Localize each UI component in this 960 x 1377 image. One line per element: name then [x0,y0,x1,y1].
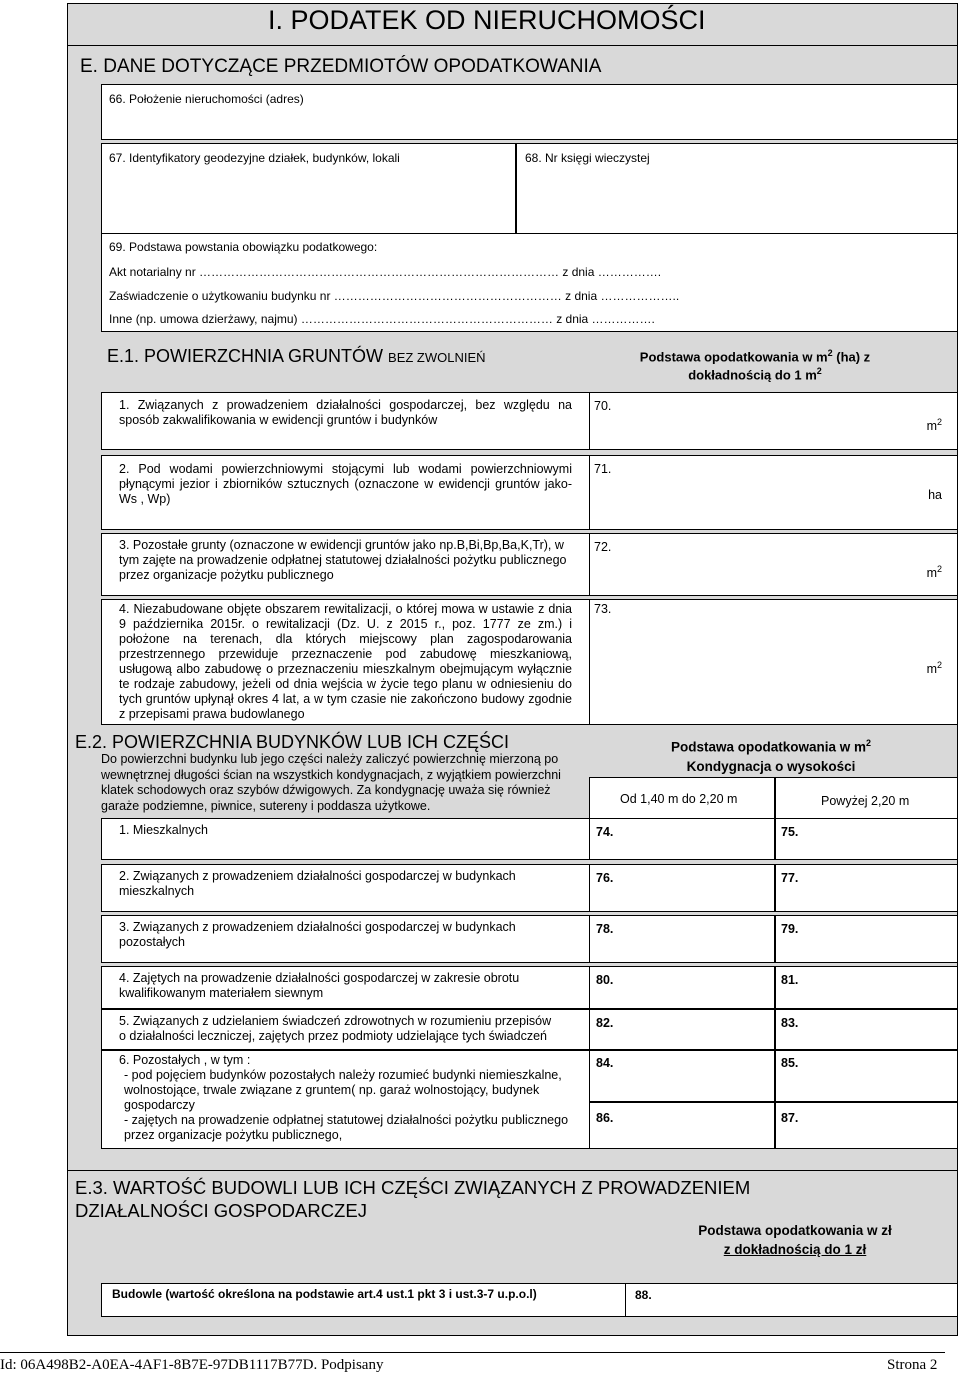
field-75[interactable] [775,818,958,860]
field-82[interactable] [589,1009,775,1050]
grunty-row-4-text: 4. Niezabudowane objęte obszarem rewitalizacji, o której mowa w ustawie z dnia 9 października 2015r. o rewitalizacji (Dz. U. z 2015 r., poz. 1777 ze zm.) i położone na terenach, dla których miejscowy plan zagospodarowania przestrzennego przewiduje przeznaczenie pod zabudowę mieszkaniową, usługową albo zabudowę o przeznaczeniu mieszkalnym obejmującym wyłącznie te rodzaje zabudowy, jeżeli od dnia wejścia w życie tego planu w odniesieniu do tych gruntów upłynął okres 4 lat, a w tym czasie nie zakończono budowy zgodnie z przepisami prawa budowlanego [119,602,572,721]
e3-basis-header: Podstawa opodatkowania w zł z dokładnością do 1 zł [698,1223,892,1257]
field-70-unit: $m^2$ [926,417,942,434]
field-72-label: 72. [594,540,612,554]
field-67-label: 67. Identyfikatory geodezyjne działek, budynków, lokali [109,151,400,165]
field-81[interactable] [775,966,958,1009]
field-69-tax-basis[interactable] [101,233,958,332]
field-76-label: 76. [596,871,614,885]
field-77-label: 77. [781,871,799,885]
e1-basis-header: Podstawa opodatkowania w $m^2$ (ha) z dokładnością do 1 $m^2$ [639,348,871,383]
e2-basis-header: Podstawa opodatkowania w $m^2$ Kondygnacja o wysokości [670,738,872,774]
field-76[interactable] [589,864,775,912]
field-80-label: 80. [596,973,614,987]
field-79-label: 79. [781,922,799,936]
budynki-row-2-text: 2. Związanych z prowadzeniem działalności gospodarczej w budynkach mieszkalnych [119,869,516,898]
field-88[interactable]: 88. [625,1283,958,1317]
field-69-notarial-act: Akt notarialny nr ……………………………………………………………………………… z dnia ……………. [109,265,662,279]
field-73[interactable] [589,599,958,725]
field-85[interactable]: 85. [775,1050,958,1102]
field-71-label: 71. [594,462,612,476]
section-e-title: E. DANE DOTYCZĄCE PRZEDMIOTÓW OPODATKOWANIA [80,56,602,77]
field-71[interactable] [589,455,958,530]
field-69-other: Inne (np. umowa dzierżawy, najmu) ……………………………………………………… z dnia ……………. [109,312,655,326]
field-73-unit: $m^2$ [926,660,942,677]
field-72-unit: $m^2$ [926,564,942,581]
section-e3-title: E.3. WARTOŚĆ BUDOWLI LUB ICH CZĘŚCI ZWIĄZANYCH Z PROWADZENIEM DZIAŁALNOŚCI GOSPODARCZEJ [75,1177,751,1221]
document-id: Id: 06A498B2-A0EA-4AF1-8B7E-97DB1117B77D. Podpisany [0,1357,384,1373]
field-83-label: 83. [781,1016,799,1030]
section-e1-title: E.1. POWIERZCHNIA GRUNTÓW BEZ ZWOLNIEŃ [107,346,486,366]
field-78[interactable] [589,915,775,963]
grunty-row-1-text: 1. Związanych z prowadzeniem działalności gospodarczej, bez względu na sposób zakwalifikowania w ewidencji gruntów i budynków [119,398,572,427]
field-73-label: 73. [594,602,612,616]
budynki-row-5-text: 5. Związanych z udzielaniem świadczeń zdrowotnych w rozumieniu przepisów o działalności leczniczej, zajętych przez podmioty udzielające tych świadczeń [119,1014,552,1043]
field-74-label: 74. [596,825,614,839]
budynki-row-1-text: 1. Mieszkalnych [119,823,208,837]
field-77[interactable] [775,864,958,912]
field-72[interactable] [589,533,958,596]
field-86[interactable]: 86. [589,1102,775,1149]
grunty-row-3-text: 3. Pozostałe grunty (oznaczone w ewidencji gruntów jako np.B,Bi,Bp,Ba,K,Tr), w tym zajęte na prowadzenie odpłatnej statutowej działalności pożytku publicznego przez organizacje pożytku publicznego [119,538,567,582]
section-e2-title: E.2. POWIERZCHNIA BUDYNKÓW LUB ICH CZĘŚCI [75,732,510,752]
budynki-row-6-text: 6. Pozostałych , w tym : - pod pojęciem budynków pozostałych należy rozumieć budynki niemieszkalne, wolnostojące, trwale związane z gruntem( np. garaż wolnostojący, budynek gospodarczy - zajętych na prowadzenie odpłatnej statutowej działalności pożytku publicznego przez organizacje pożytku publicznego, [119,1053,569,1142]
e2-col-b-header: Powyżej 2,20 m [775,777,958,820]
grunty-row-2-text: 2. Pod wodami powierzchniowymi stojącymi lub wodami powierzchniowymi płynącymi jezior i zbiorników sztucznych (oznaczone w ewidencji gruntów jako-Ws , Wp) [119,462,572,506]
field-83[interactable] [775,1009,958,1050]
field-78-label: 78. [596,922,614,936]
field-71-unit: ha [928,488,942,502]
budynki-row-4-text: 4. Zajętych na prowadzenie działalności gospodarczej w zakresie obrotu kwalifikowanym materiałem siewnym [119,971,520,1000]
page-title: I. PODATEK OD NIERUCHOMOŚCI [268,5,706,35]
field-80[interactable] [589,966,775,1009]
e3-budowle-label: Budowle (wartość określona na podstawie art.4 ust.1 pkt 3 i ust.3-7 u.p.o.l) [112,1287,537,1301]
field-70-label: 70. [594,399,612,413]
field-84[interactable]: 84. [589,1050,775,1102]
field-87[interactable]: 87. [775,1102,958,1149]
field-75-label: 75. [781,825,799,839]
field-79[interactable] [775,915,958,963]
page-number: Strona 2 [887,1357,938,1373]
section-e2-description: Do powierzchni budynku lub jego części należy zaliczyć powierzchnię mierzoną po wewnętrznej długości ścian na wszystkich kondygnacjach, z wyjątkiem powierzchni klatek schodowych oraz szybów dźwigowych. Za kondygnację uważa się również garaże podziemne, piwnice, sutereny i poddasza użytkowe. [101,752,561,813]
field-81-label: 81. [781,973,799,987]
e2-col-a-header: Od 1,40 m do 2,20 m [589,777,775,820]
field-70[interactable] [589,392,958,450]
field-69-title: 69. Podstawa powstania obowiązku podatkowego: [109,240,378,254]
field-82-label: 82. [596,1016,614,1030]
field-68-label: 68. Nr księgi wieczystej [525,151,650,165]
field-69-certificate: Zaświadczenie o użytkowaniu budynku nr ………………………………………………… z dnia ……………….. [109,289,680,303]
field-66-address[interactable] [101,84,958,140]
field-74[interactable] [589,818,775,860]
budynki-row-3-text: 3. Związanych z prowadzeniem działalności gospodarczej w budynkach pozostałych [119,920,516,949]
field-66-label: 66. Położenie nieruchomości (adres) [109,92,304,106]
